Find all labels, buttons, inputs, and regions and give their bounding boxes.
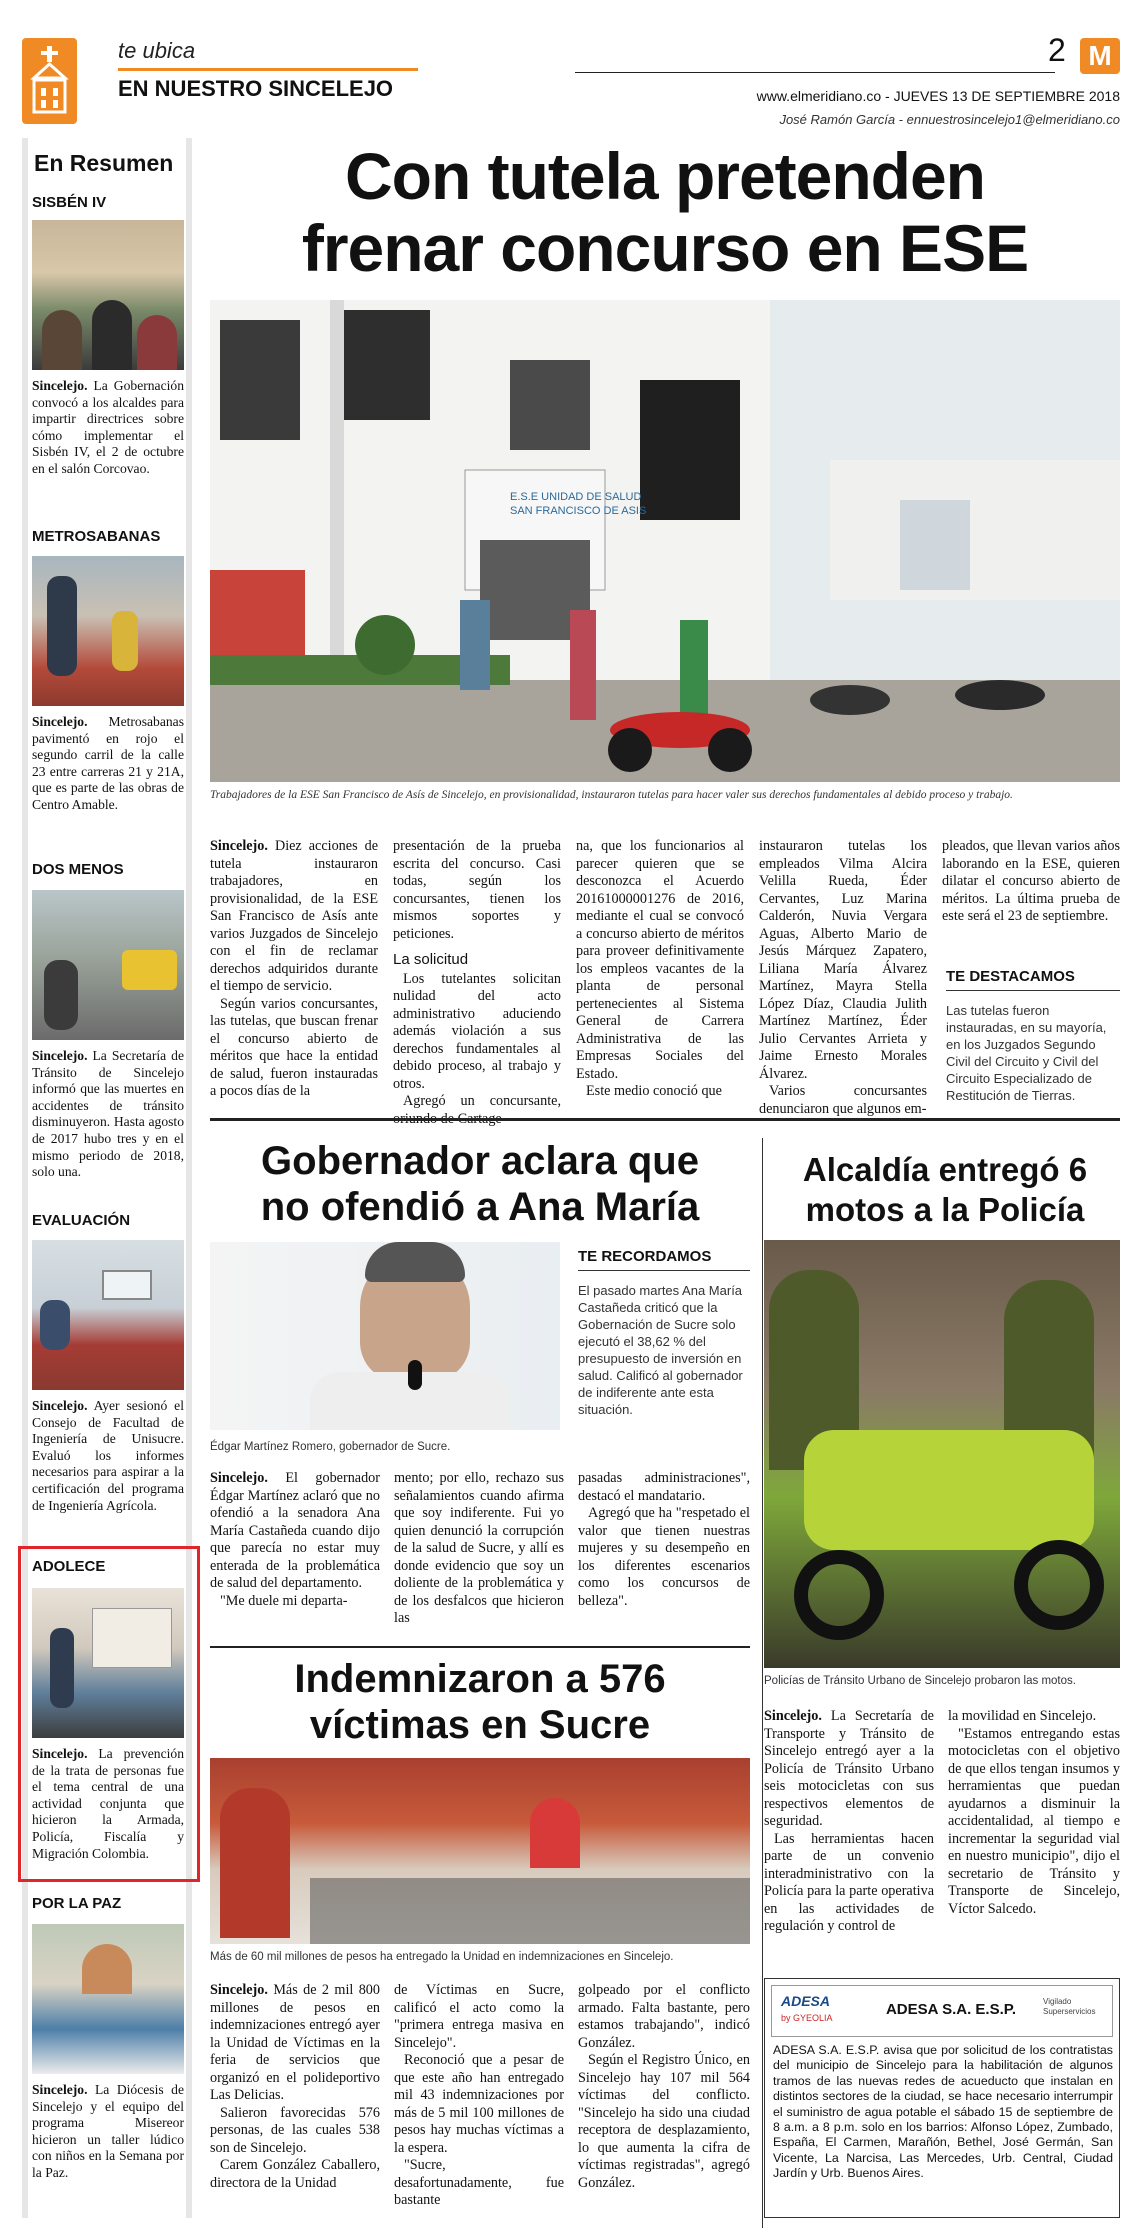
- main-col-4: instauraron tutelas los empleados Vilma Alcira Velilla Rueda, Éder Cervantes, Luz Marina Calderón, Nuvia Vergara Aguas, Alberto Mario de Jesús Márquez Zapatero, Liliana María Álvarez Martínez, Mayra Stella López Díaz, Claudia Julith Martínez Martínez, Éder Julio Cervantes Arrieta y Jaime Ernesto Morales Álvarez. Varios concursantes denunciaron que algunos em-: [759, 838, 927, 1117]
- ese-building-illustration: [210, 300, 1120, 782]
- sidebar-item-label: DOS MENOS: [32, 861, 124, 878]
- victims-photo-caption: Más de 60 mil millones de pesos ha entregado la Unidad en indemnizaciones en Sincelejo.: [210, 1951, 674, 1963]
- highlight-box-title: TE DESTACAMOS: [946, 968, 1075, 985]
- sidebar-item-text: Sincelejo. Metrosabanas pavimentó en rojo el segundo carril de la calle 23 entre carreras 21 y 21A, que es parte de las obras de Centro Amable.: [32, 714, 184, 812]
- highlight-box-text: Las tutelas fueron instauradas, en su mayoría, en los Juzgados Segundo Civil del Circuito y Civil del Circuito Especializado de Restitución de Tierras.: [946, 1003, 1107, 1103]
- main-photo-caption: Trabajadores de la ESE San Francisco de Asís de Sincelejo, en provisionalidad, instauraron tutelas para hacer valer sus derechos fundamentales al debido proceso y trabajo.: [210, 789, 1013, 801]
- sidebar-item-label: METROSABANAS: [32, 528, 161, 545]
- sidebar-item-text: Sincelejo. Ayer sesionó el Consejo de Facultad de Ingeniería de Unisucre. Evaluó los informes necesarios para aspirar a la certificación del programa de Ingeniería Agrícola.: [32, 1398, 184, 1513]
- gov-col-1: Sincelejo. El gobernador Édgar Martínez aclaró que no ofendió a la senadora Ana María Castañeda cuando dijo que parecía no estar muy enterada de la problemática de salud del departamento. "Me duele mi departa-: [210, 1470, 380, 1609]
- superservicios-logo: Vigilado Superservicios: [1043, 1997, 1096, 2016]
- metrosabanas-photo: [32, 556, 184, 706]
- sidebar-item-label: EVALUACIÓN: [32, 1212, 131, 1229]
- sidebar-item-label: ADOLECE: [32, 1558, 106, 1575]
- remember-box-text: El pasado martes Ana María Castañeda criticó que la Gobernación de Sucre solo ejecutó el 38,62 % del presupuesto de inversión en salud. Calificó al gobernador de indiferente ante esta situación.: [578, 1283, 743, 1417]
- section-tagline: te ubica: [118, 38, 196, 63]
- main-photo: [210, 300, 1120, 782]
- governor-photo: [210, 1242, 560, 1430]
- gov-col-3: pasadas administraciones", destacó el mandatario. Agregó que ha "respetado el valor que tienen nuestras mujeres y su desempeño en los diferentes escenarios como los concursos de belleza".: [578, 1470, 750, 1609]
- police-col-1: Sincelejo. La Secretaría de Transporte y Tránsito de Sincelejo entregó ayer a la Policía de Tránsito Urbano seis motocicletas con sus respectivos elementos de seguridad. Las herramientas hacen parte de un convenio interadministrativo con la Policía para la parte operativa en las actividades de regulación y control de: [764, 1708, 934, 1934]
- main-col-1: Sincelejo. Diez acciones de tutela instauraron trabajadores, en provisionalidad, de la ESE San Francisco de Asís ante varios Juzgados de Sincelejo con el fin de reclamar derechos adquiridos durante el tiempo de servicio. Según varios concursantes, las tutelas, que buscan frenar el concurso abierto de méritos que hace la entidad de salud, fueron instauradas a pocos días de la: [210, 838, 378, 1099]
- sisben-photo: [32, 220, 184, 370]
- peace-photo: [32, 1924, 184, 2074]
- section-title: EN NUESTRO SINCELEJO: [118, 76, 394, 101]
- victims-photo: [210, 1758, 750, 1944]
- victims-col-3: golpeado por el conflicto armado. Falta bastante, pero estamos trabajando", indicó González. Según el Registro Único, en Sincelejo hay 107 mil 564 víctimas del conflicto. "Sincelejo ha sido una ciudad receptora de desplazamiento, lo que aumenta la cifra de víctimas registradas", agregó González.: [578, 1982, 750, 2191]
- adolece-photo: [32, 1588, 184, 1738]
- brand-mark: M: [1080, 38, 1120, 74]
- sidebar-item-label: POR LA PAZ: [32, 1895, 122, 1912]
- police-photo: [764, 1240, 1120, 1668]
- police-photo-caption: Policías de Tránsito Urbano de Sincelejo probaron las motos.: [764, 1675, 1076, 1687]
- adesa-logo-sub: by GYEOLIA: [781, 2013, 833, 2023]
- main-col-5: pleados, que llevan varios años laborando en la ESE, quieren dilatar el concurso abierto de méritos. La última prueba de este será el 23 de septiembre.: [942, 838, 1120, 924]
- svg-text:SAN FRANCISCO DE ASIS: SAN FRANCISCO DE ASIS: [510, 505, 647, 517]
- victims-headline: Indemnizaron a 576 víctimas en Sucre: [294, 1657, 666, 1747]
- main-col-2: presentación de la prueba escrita del concurso. Casi todas, según los concursantes, tienen los mismos soportes y peticiones. La solicitud Los tutelantes solicitan nulidad del acto administrativo aduciendo además violación a sus derechos fundamentales al debido proceso, al trabajo y otros. Agregó un concursante,: [393, 838, 561, 1109]
- church-icon: [22, 38, 77, 124]
- sidebar-item-text: Sincelejo. La Gobernación convocó a los alcaldes para impartir directrices sobre cómo implementar el Sisbén IV, el 2 de octubre en el salón Corcovao.: [32, 378, 184, 476]
- police-headline: Alcaldía entregó 6 motos a la Policía: [802, 1151, 1088, 1228]
- sidebar-title: En Resumen: [34, 150, 174, 176]
- site-date: www.elmeridiano.co - JUEVES 13 DE SEPTIEMBRE 2018: [756, 88, 1120, 104]
- victims-col-2: de Víctimas en Sucre, calificó el acto como la "primera entrega masiva en Sincelejo". Reconoció que a pesar de que este año han entregado mil 43 indemnizaciones por más de 5 mil 100 millones de pesos hay muchas víctimas a la espera. "Sucre, desafortunadamente, fue bastante: [394, 1982, 564, 2208]
- byline: José Ramón García - ennuestrosincelejo1@elmeridiano.co: [779, 112, 1120, 127]
- sidebar-item-text: Sincelejo. La Secretaría de Tránsito de Sincelejo informó que las muertes en accidentes de tránsito disminuyeron. Hasta agosto de 2017 hubo tres y en el mismo periodo de 2018, solo una.: [32, 1048, 184, 1180]
- adesa-ad: [764, 1978, 1120, 2218]
- ad-text: ADESA S.A. E.S.P. avisa que por solicitud de los contratistas del municipio de Sincelejo para la habilitación de algunos tramos de las nuevas redes de acueducto que instalan en distintos sectores de la ciudad, se hace necesario interrumpir el suministro de agua potable el sábado 15 de septiembre de 8 a.m. a 8 p.m. solo en los barrios: Alfonso López, Zumbado, España, El Carmen, Marañón, Bethel, José Germán, San Vicente, La Narcisa, Las Mercedes, Urb. Central, Ciudad Jardín y Urb. Buenos Aires.: [773, 2043, 1113, 2181]
- gov-col-2: mento; por ello, rechazo sus señalamientos cuando afirma que soy indiferente. Fui yo quien denunció la corrupción de la salud de Sucre, y allí es donde evidencio que soy un doliente de la problemática y de los desfalcos que hicieron las: [394, 1470, 564, 1626]
- section-logo: [22, 38, 77, 124]
- police-col-2: la movilidad en Sincelejo. "Estamos entregando estas motocicletas con el objetivo de que ellos tengan insumos y herramientas que puedan ayudarnos a disminuir la accidentalidad, al tiempo e incrementar la seguridad vial en nuestro municipio", dijo el secretario de Tránsito y Transporte de Sincelejo, Víctor Salcedo.: [948, 1708, 1120, 1917]
- sidebar-item-text: Sincelejo. La prevención de la trata de personas fue el tema central de una actividad conjunta que hicieron la Armada, Policía, Fiscalía y Migración Colombia.: [32, 1746, 184, 1861]
- sidebar-item-label: SISBÉN IV: [32, 194, 107, 211]
- subhead: La solicitud: [393, 951, 469, 968]
- svg-text:E.S.E UNIDAD DE SALUD: E.S.E UNIDAD DE SALUD: [510, 491, 642, 503]
- main-col-3: na, que los funcionarios al parecer quieren que se desconozca el Acuerdo 20161000001276 de 2016, mediante el cual se convocó a concurso abierto de méritos para proveer definitivamente los empleos vacantes de la planta de personal pertenecientes al Sistema General de Carrera Administrativa de las Empresas Sociales del Estado. Este medio conoció que: [576, 838, 744, 1099]
- traffic-photo: [32, 890, 184, 1040]
- remember-box-title: TE RECORDAMOS: [578, 1248, 712, 1265]
- ad-title: ADESA S.A. E.S.P.: [885, 2001, 1017, 2018]
- main-headline: Con tutela pretenden frenar concurso en ESE: [301, 139, 1029, 285]
- evaluation-photo: [32, 1240, 184, 1390]
- sidebar-item-text: Sincelejo. La Diócesis de Sincelejo y el equipo del programa Misereor hicieron un taller lúdico con niños en la Semana por la Paz.: [32, 2082, 184, 2180]
- victims-col-1: Sincelejo. Más de 2 mil 800 millones de pesos en indemnizaciones entregó ayer la Unidad de Víctimas en la feria de servicios que organizó en el polideportivo Las Delicias. Salieron favorecidas 576 personas, de las cuales 538 son de Sincelejo. Carem González Caballero, directora de la Unidad: [210, 1982, 380, 2191]
- adesa-logo: ADESA: [781, 1993, 831, 2009]
- page-number: 2: [1048, 32, 1066, 68]
- gov-headline: Gobernador aclara que no ofendió a Ana María: [260, 1139, 700, 1229]
- governor-photo-caption: Édgar Martínez Romero, gobernador de Sucre.: [210, 1441, 451, 1453]
